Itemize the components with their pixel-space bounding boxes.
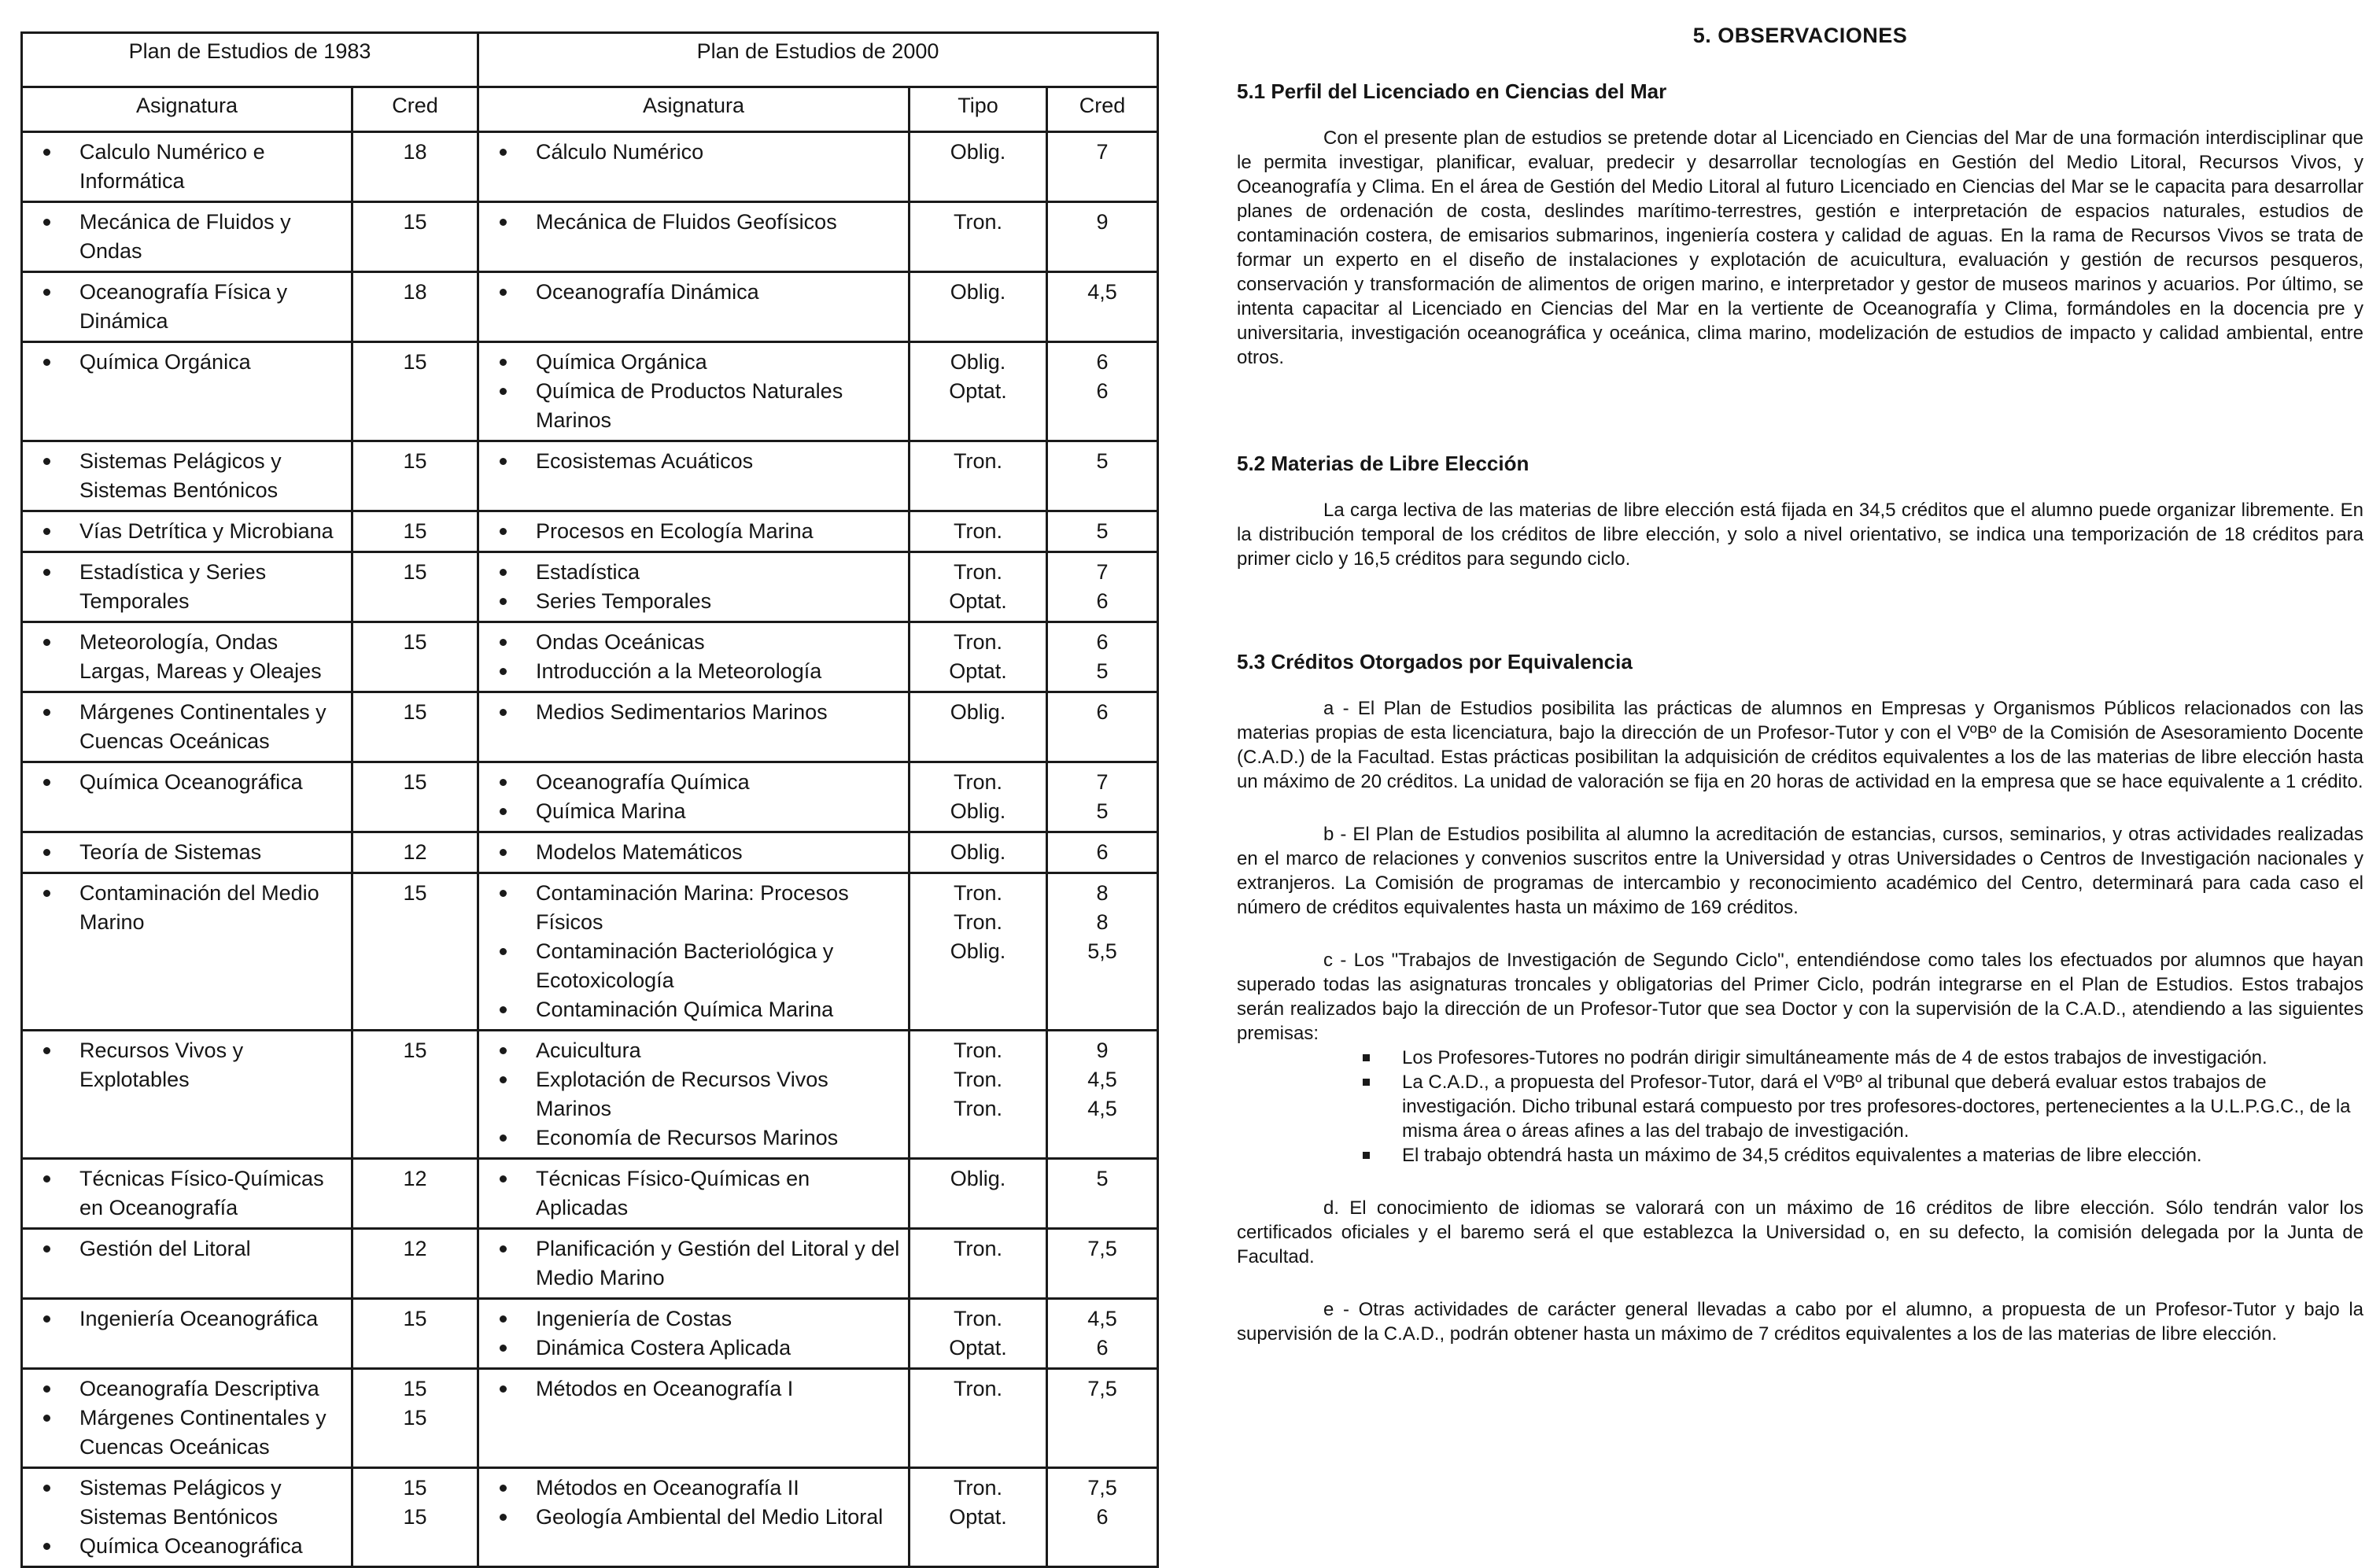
subject-2000-item: Geología Ambiental del Medio Litoral: [487, 1503, 900, 1532]
credits-2000: [1047, 272, 1158, 342]
credits-2000-item: 6: [1096, 1505, 1109, 1529]
section-5-1-title: 5.1 Perfil del Licenciado en Ciencias del Mar: [1237, 79, 1667, 103]
subject-1983-item: Márgenes Continentales y Cuencas Oceánicas: [31, 1404, 343, 1462]
table-row: [22, 202, 1158, 272]
credits-2000: [1047, 202, 1158, 272]
type-2000: [910, 1299, 1047, 1369]
credits-1983: [352, 762, 478, 832]
subject-1983: [22, 873, 352, 1031]
credits-2000-item: 4,5: [1087, 280, 1117, 304]
credits-1983: [352, 342, 478, 441]
credits-2000-item: 7,5: [1087, 1237, 1117, 1260]
credits-1983-item: 12: [403, 1167, 427, 1190]
observaciones-title: 5. OBSERVACIONES: [1692, 24, 1908, 47]
subject-2000: [478, 692, 910, 762]
type-2000-item: Optat.: [949, 589, 1007, 613]
subject-2000: [478, 762, 910, 832]
subject-1983: [22, 832, 352, 873]
type-2000: [910, 873, 1047, 1031]
subject-1983-item: Oceanografía Descriptiva: [31, 1374, 343, 1404]
credits-2000-item: 5: [1096, 799, 1109, 823]
credits-2000-item: 7,5: [1087, 1476, 1117, 1500]
type-2000: [910, 762, 1047, 832]
subject-1983: [22, 441, 352, 511]
type-2000-item: Tron.: [954, 770, 1003, 794]
section-5-3-item-b: b - El Plan de Estudios posibilita al alumno la acreditación de estancias, cursos, seminarios, y otras actividades realizadas en el marco de relaciones y convenios suscritos entre la Universidad y otras Universidades o Centros de Investigación nacionales y extranjeros. La Comisión de programas de intercambio y reconocimiento académico del Centro, determinará para cada caso el número de créditos equivalentes hasta un máximo de 169 créditos.: [1237, 824, 2363, 918]
credits-1983-item: 15: [403, 700, 427, 724]
credits-2000: [1047, 1031, 1158, 1159]
type-2000: [910, 511, 1047, 552]
type-2000-item: Optat.: [949, 379, 1007, 403]
subject-1983: [22, 622, 352, 692]
premises-list: [1237, 1046, 2363, 1168]
credits-1983-item: 15: [403, 210, 427, 234]
section-5-3-item-a: a - El Plan de Estudios posibilita las prácticas de alumnos en Empresas y Organismos Públicos relacionados con las materias propias de esta licenciatura, bajo la dirección de un Profesor-Tutor y con el VºBº de la Comisión de Asesoramiento Docente (C.A.D.) de la Facultad. Estas prácticas posibilitan la adquisición de créditos equivalentes a los de las materias de libre elección hasta un máximo de 20 créditos. La unidad de valoración se fija en 20 horas de actividad en la empresa que se hace equivalente a 1 crédito.: [1237, 698, 2363, 792]
credits-1983: [352, 1299, 478, 1369]
table-row: [22, 692, 1158, 762]
credits-1983-item: 15: [403, 1406, 427, 1430]
credits-1983: [352, 1031, 478, 1159]
type-2000: [910, 1369, 1047, 1468]
credits-2000-item: 5: [1096, 449, 1109, 473]
subject-2000-item: Contaminación Química Marina: [487, 995, 900, 1024]
credits-1983-item: 18: [403, 140, 427, 164]
credits-2000-item: 5,5: [1087, 939, 1117, 963]
subject-2000-item: Cálculo Numérico: [487, 138, 900, 167]
subject-2000-item: Química de Productos Naturales Marinos: [487, 377, 900, 435]
subject-1983: [22, 1468, 352, 1567]
type-2000: [910, 1468, 1047, 1567]
subject-2000-item: Medios Sedimentarios Marinos: [487, 698, 900, 727]
type-2000: [910, 132, 1047, 202]
subject-2000-item: Química Orgánica: [487, 348, 900, 377]
type-2000-item: Tron.: [954, 519, 1003, 543]
type-2000-item: Tron.: [954, 1039, 1003, 1062]
credits-1983-item: 15: [403, 1377, 427, 1400]
subject-2000-item: Modelos Matemáticos: [487, 838, 900, 867]
subject-1983-item: Teoría de Sistemas: [31, 838, 343, 867]
subject-2000: [478, 441, 910, 511]
col-cred-2000: Cred: [1047, 87, 1158, 132]
type-2000-item: Oblig.: [950, 799, 1006, 823]
subject-1983: [22, 552, 352, 622]
type-2000-item: Tron.: [954, 1097, 1003, 1120]
credits-1983-item: 15: [403, 560, 427, 584]
subject-1983-item: Contaminación del Medio Marino: [31, 879, 343, 937]
subject-2000-item: Métodos en Oceanografía I: [487, 1374, 900, 1404]
type-2000-item: Optat.: [949, 659, 1007, 683]
type-2000-item: Tron.: [954, 449, 1003, 473]
section-5-3-item-e: e - Otras actividades de carácter general llevadas a cabo por el alumno, a propuesta de un Profesor-Tutor y bajo la supervisión de la C.A.D., podrán obtener hasta un máximo de 7 créditos equivalentes a los de las materias de libre elección.: [1237, 1299, 2363, 1345]
subject-2000-item: Acuicultura: [487, 1036, 900, 1065]
type-2000: [910, 342, 1047, 441]
subject-1983: [22, 132, 352, 202]
table-row: [22, 1229, 1158, 1299]
credits-1983: [352, 1229, 478, 1299]
credits-2000: [1047, 1369, 1158, 1468]
subject-1983-item: Gestión del Litoral: [31, 1234, 343, 1264]
type-2000: [910, 622, 1047, 692]
section-5-3-item-c: c - Los "Trabajos de Investigación de Segundo Ciclo", entendiéndose como tales los efectuados por alumnos que hayan superado todas las asignaturas troncales y obligatorias del Primer Ciclo, podrán integrarse en el Plan de Estudios. Estos trabajos serán realizados bajo la dirección de un Profesor-Tutor que sea Doctor y con la supervisión de la C.A.D., atendiendo a las siguientes premisas:: [1237, 950, 2363, 1044]
credits-2000-item: 6: [1096, 840, 1109, 864]
credits-2000: [1047, 1159, 1158, 1229]
subject-2000-item: Explotación de Recursos Vivos Marinos: [487, 1065, 900, 1123]
subject-1983: [22, 511, 352, 552]
subject-2000: [478, 1468, 910, 1567]
subject-1983-item: Ingeniería Oceanográfica: [31, 1304, 343, 1334]
type-2000-item: Tron.: [954, 881, 1003, 905]
credits-2000-item: 7: [1096, 140, 1109, 164]
header-plan-2000: Plan de Estudios de 2000: [478, 33, 1158, 87]
type-2000: [910, 552, 1047, 622]
type-2000-item: Oblig.: [950, 700, 1006, 724]
credits-2000-item: 5: [1096, 519, 1109, 543]
subject-2000: [478, 511, 910, 552]
section-5-3-item-d: d. El conocimiento de idiomas se valorará con un máximo de 16 créditos de libre elección. Sólo tendrán valor los certificados oficiales y el baremo será el que establezca la Universidad o, en su defecto, la comisión delegada por la Junta de Facultad.: [1237, 1197, 2363, 1267]
credits-1983-item: 15: [403, 350, 427, 374]
subject-2000-item: Métodos en Oceanografía II: [487, 1474, 900, 1503]
col-tipo-2000: Tipo: [910, 87, 1047, 132]
credits-2000-item: 4,5: [1087, 1307, 1117, 1330]
credits-2000-item: 7: [1096, 770, 1109, 794]
subject-2000: [478, 342, 910, 441]
credits-2000: [1047, 132, 1158, 202]
table-row: [22, 873, 1158, 1031]
table-body: [22, 132, 1158, 1567]
header-plan-1983: Plan de Estudios de 1983: [22, 33, 478, 87]
subject-1983: [22, 1031, 352, 1159]
credits-2000-item: 6: [1096, 350, 1109, 374]
credits-1983: [352, 511, 478, 552]
subject-1983-item: Química Oceanográfica: [31, 768, 343, 797]
subject-2000-item: Dinámica Costera Aplicada: [487, 1334, 900, 1363]
table-row: [22, 272, 1158, 342]
subject-2000-item: Procesos en Ecología Marina: [487, 517, 900, 546]
credits-1983: [352, 202, 478, 272]
credits-1983-item: 12: [403, 1237, 427, 1260]
credits-2000: [1047, 1299, 1158, 1369]
subject-2000-item: Ondas Oceánicas: [487, 628, 900, 657]
subject-1983-item: Recursos Vivos y Explotables: [31, 1036, 343, 1094]
subject-2000: [478, 552, 910, 622]
subject-2000-item: Estadística: [487, 558, 900, 587]
credits-2000: [1047, 552, 1158, 622]
subject-1983-item: Química Oceanográfica: [31, 1532, 343, 1561]
credits-2000-item: 6: [1096, 379, 1109, 403]
type-2000: [910, 441, 1047, 511]
table-row: [22, 1468, 1158, 1567]
credits-2000-item: 9: [1096, 1039, 1109, 1062]
section-5-2-text: La carga lectiva de las materias de libre elección está fijada en 34,5 créditos que el alumno puede organizar libremente. En la distribución temporal de los créditos de libre elección, y solo a nivel orientativo, se indica una temporización de 18 créditos para primer ciclo y 16,5 créditos para segundo ciclo.: [1237, 500, 2363, 570]
section-5-1-text: Con el presente plan de estudios se pretende dotar al Licenciado en Ciencias del Mar de una formación interdisciplinar que le permita investigar, planificar, evaluar, predecir y desarrollar tecnologías en Gestión del Medio Litoral, Recursos Vivos, y Oceanografía y Clima. En el área de Gestión del Medio Litoral al futuro Licenciado en Ciencias del Mar se le capacita para desarrollar planes de ordenación de costa, deslindes marítimo-terrestres, gestión e interpretación de espacios naturales, estudios de contaminación costera, de emisarios submarinos, ingeniería costera y calidad de aguas. En la rama de Recursos Vivos se trata de formar un experto en el diseño de instalaciones y explotación de acuicultura, evaluación y gestión de recursos pesqueros, conservación y transformación de alimentos de origen marino, e interpretador y gestor de museos marinos y acuarios. Por último, se intenta capacitar al Licenciado en Ciencias del Mar en la vertiente de Oceanografía y Clima, formándoles en la docencia pre y universitaria, investigación oceanográfica y oceánica, clima marino, modelización de estudios de impacto y calidad ambiental, entre otros.: [1237, 127, 2363, 368]
subject-1983-item: Meteorología, Ondas Largas, Mareas y Oleajes: [31, 628, 343, 686]
subject-2000-item: Ingeniería de Costas: [487, 1304, 900, 1334]
table-row: [22, 511, 1158, 552]
credits-2000-item: 6: [1096, 630, 1109, 654]
credits-1983-item: 15: [403, 1307, 427, 1330]
type-2000-item: Tron.: [954, 630, 1003, 654]
table-row: [22, 342, 1158, 441]
type-2000-item: Oblig.: [950, 140, 1006, 164]
type-2000-item: Oblig.: [950, 280, 1006, 304]
type-2000-item: Oblig.: [950, 1167, 1006, 1190]
study-plan-table: [20, 31, 1159, 1568]
type-2000-item: Tron.: [954, 1068, 1003, 1091]
type-2000-item: Oblig.: [950, 939, 1006, 963]
premise-item: El trabajo obtendrá hasta un máximo de 34,5 créditos equivalentes a materias de libre elección.: [1402, 1143, 2363, 1168]
credits-1983: [352, 1159, 478, 1229]
subject-2000-item: Mecánica de Fluidos Geofísicos: [487, 208, 900, 237]
subject-1983: [22, 1299, 352, 1369]
credits-1983: [352, 873, 478, 1031]
credits-2000-item: 5: [1096, 659, 1109, 683]
table-row: [22, 1031, 1158, 1159]
type-2000-item: Tron.: [954, 1237, 1003, 1260]
credits-1983-item: 15: [403, 881, 427, 905]
subject-1983: [22, 202, 352, 272]
credits-2000-item: 7,5: [1087, 1377, 1117, 1400]
subject-1983-item: Sistemas Pelágicos y Sistemas Bentónicos: [31, 447, 343, 505]
type-2000: [910, 1031, 1047, 1159]
subject-1983-item: Técnicas Físico-Químicas en Oceanografía: [31, 1164, 343, 1223]
credits-1983-item: 18: [403, 280, 427, 304]
type-2000: [910, 832, 1047, 873]
col-cred-1983: Cred: [352, 87, 478, 132]
type-2000-item: Tron.: [954, 1307, 1003, 1330]
study-plan-comparison: [20, 31, 1157, 1568]
subject-2000-item: Técnicas Físico-Químicas en Aplicadas: [487, 1164, 900, 1223]
subject-1983-item: Márgenes Continentales y Cuencas Oceánicas: [31, 698, 343, 756]
credits-2000: [1047, 832, 1158, 873]
credits-1983-item: 12: [403, 840, 427, 864]
subject-2000: [478, 1369, 910, 1468]
subject-2000-item: Introducción a la Meteorología: [487, 657, 900, 686]
credits-2000-item: 8: [1096, 881, 1109, 905]
credits-1983: [352, 272, 478, 342]
table-row: [22, 132, 1158, 202]
subject-1983-item: Estadística y Series Temporales: [31, 558, 343, 616]
observaciones-section: [1237, 24, 2363, 1346]
table-row: [22, 1299, 1158, 1369]
credits-1983-item: 15: [403, 449, 427, 473]
type-2000-item: Oblig.: [950, 840, 1006, 864]
subject-1983: [22, 1369, 352, 1468]
subject-2000: [478, 1299, 910, 1369]
credits-1983-item: 15: [403, 1505, 427, 1529]
type-2000-item: Tron.: [954, 560, 1003, 584]
col-asignatura-1983: Asignatura: [22, 87, 352, 132]
credits-2000: [1047, 1229, 1158, 1299]
subject-2000: [478, 132, 910, 202]
credits-1983: [352, 1468, 478, 1567]
col-asignatura-2000: Asignatura: [478, 87, 910, 132]
subject-2000: [478, 272, 910, 342]
credits-1983-item: 15: [403, 770, 427, 794]
credits-2000-item: 6: [1096, 589, 1109, 613]
credits-2000: [1047, 873, 1158, 1031]
subject-2000: [478, 1229, 910, 1299]
credits-2000: [1047, 441, 1158, 511]
credits-1983: [352, 552, 478, 622]
section-5-3-title: 5.3 Créditos Otorgados por Equivalencia: [1237, 650, 1633, 673]
subject-1983: [22, 1159, 352, 1229]
credits-2000: [1047, 1468, 1158, 1567]
credits-1983: [352, 441, 478, 511]
subject-2000-item: Series Temporales: [487, 587, 900, 616]
credits-2000-item: 7: [1096, 560, 1109, 584]
type-2000-item: Tron.: [954, 1476, 1003, 1500]
credits-2000-item: 5: [1096, 1167, 1109, 1190]
credits-2000: [1047, 511, 1158, 552]
subject-2000: [478, 1031, 910, 1159]
credits-2000-item: 6: [1096, 1336, 1109, 1360]
type-2000-item: Tron.: [954, 910, 1003, 934]
subject-1983-item: Sistemas Pelágicos y Sistemas Bentónicos: [31, 1474, 343, 1532]
type-2000-item: Optat.: [949, 1336, 1007, 1360]
type-2000-item: Tron.: [954, 1377, 1003, 1400]
subject-2000-item: Oceanografía Dinámica: [487, 278, 900, 307]
type-2000: [910, 692, 1047, 762]
subject-1983: [22, 342, 352, 441]
credits-1983-item: 15: [403, 1476, 427, 1500]
credits-2000-item: 4,5: [1087, 1097, 1117, 1120]
subject-2000: [478, 1159, 910, 1229]
subject-2000-item: Planificación y Gestión del Litoral y del Medio Marino: [487, 1234, 900, 1293]
subject-2000: [478, 832, 910, 873]
subject-1983: [22, 692, 352, 762]
premise-item: Los Profesores-Tutores no podrán dirigir simultáneamente más de 4 de estos trabajos de investigación.: [1402, 1046, 2363, 1070]
subject-2000-item: Ecosistemas Acuáticos: [487, 447, 900, 476]
subject-2000: [478, 202, 910, 272]
credits-1983: [352, 692, 478, 762]
subject-2000-item: Química Marina: [487, 797, 900, 826]
credits-1983-item: 15: [403, 630, 427, 654]
table-row: [22, 762, 1158, 832]
credits-2000: [1047, 692, 1158, 762]
subject-1983-item: Mecánica de Fluidos y Ondas: [31, 208, 343, 266]
section-5-2-title: 5.2 Materias de Libre Elección: [1237, 452, 1529, 475]
table-row: [22, 832, 1158, 873]
credits-2000: [1047, 762, 1158, 832]
type-2000: [910, 1229, 1047, 1299]
credits-2000-item: 9: [1096, 210, 1109, 234]
credits-1983-item: 15: [403, 1039, 427, 1062]
subject-2000-item: Contaminación Marina: Procesos Físicos: [487, 879, 900, 937]
credits-1983: [352, 132, 478, 202]
subject-2000: [478, 873, 910, 1031]
credits-2000-item: 8: [1096, 910, 1109, 934]
subject-1983-item: Calculo Numérico e Informática: [31, 138, 343, 196]
table-row: [22, 552, 1158, 622]
table-row: [22, 441, 1158, 511]
subject-2000-item: Oceanografía Química: [487, 768, 900, 797]
table-row: [22, 1369, 1158, 1468]
table-row: [22, 1159, 1158, 1229]
credits-2000: [1047, 622, 1158, 692]
credits-1983: [352, 1369, 478, 1468]
table-row: [22, 622, 1158, 692]
subject-2000-item: Economía de Recursos Marinos: [487, 1123, 900, 1153]
type-2000: [910, 272, 1047, 342]
subject-1983-item: Oceanografía Física y Dinámica: [31, 278, 343, 336]
subject-1983: [22, 1229, 352, 1299]
credits-2000-item: 6: [1096, 700, 1109, 724]
subject-1983-item: Vías Detrítica y Microbiana: [31, 517, 343, 546]
type-2000-item: Oblig.: [950, 350, 1006, 374]
subject-1983: [22, 762, 352, 832]
credits-1983-item: 15: [403, 519, 427, 543]
type-2000-item: Tron.: [954, 210, 1003, 234]
credits-2000: [1047, 342, 1158, 441]
subject-2000: [478, 622, 910, 692]
type-2000: [910, 202, 1047, 272]
subject-1983-item: Química Orgánica: [31, 348, 343, 377]
subject-2000-item: Contaminación Bacteriológica y Ecotoxicología: [487, 937, 900, 995]
premise-item: La C.A.D., a propuesta del Profesor-Tutor, dará el VºBº al tribunal que deberá evaluar estos trabajos de investigación. Dicho tribunal estará compuesto por tres profesores-doctores, pertenecientes a la U.L.P.G.C., de la misma área o áreas afines a las del trabajo de investigación.: [1402, 1070, 2363, 1143]
credits-1983: [352, 622, 478, 692]
subject-1983: [22, 272, 352, 342]
type-2000-item: Optat.: [949, 1505, 1007, 1529]
credits-2000-item: 4,5: [1087, 1068, 1117, 1091]
credits-1983: [352, 832, 478, 873]
type-2000: [910, 1159, 1047, 1229]
